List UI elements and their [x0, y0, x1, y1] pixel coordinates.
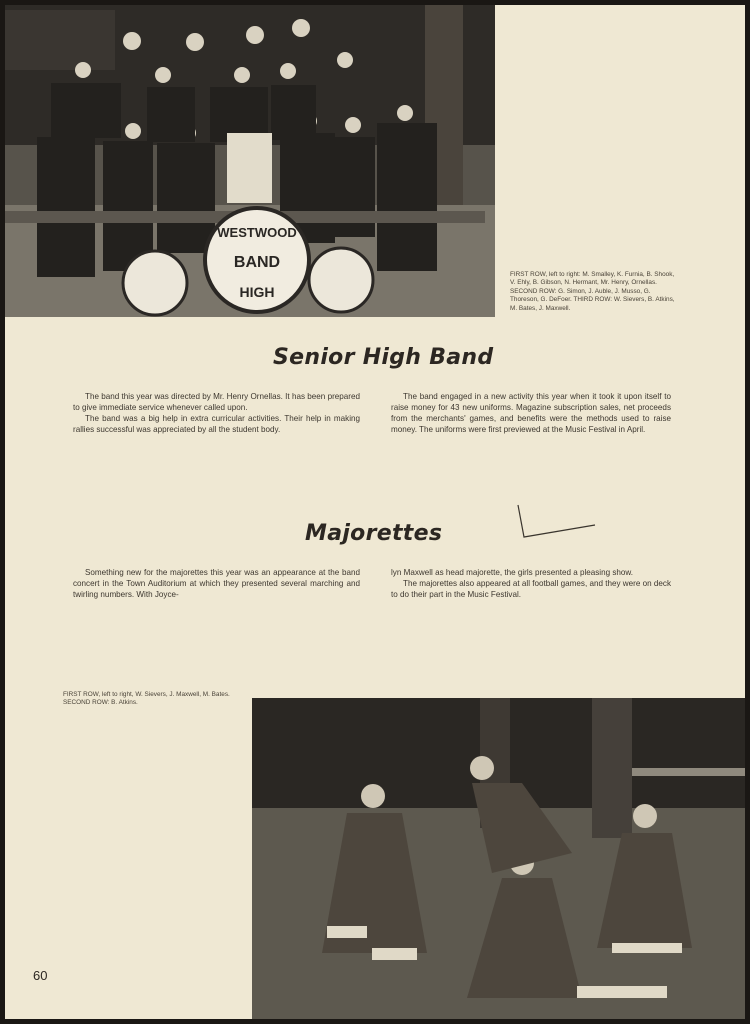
page-number: 60: [33, 968, 48, 983]
band-paragraph: The band was a big help in extra curricular activities. Their help in making rallies successful was appreciated by all the student body.: [73, 414, 360, 434]
drum-text-top: WESTWOOD: [217, 225, 297, 240]
majorettes-paragraph: Something new for the majorettes this year was an appearance at the band concert in the Town Auditorium at which they presented several marching and twirling numbers. With Joyce-: [73, 568, 360, 599]
pen-mark: [510, 503, 600, 543]
majorettes-photo: [252, 698, 745, 1019]
band-group-photo: [5, 5, 495, 317]
band-paragraph: The band engaged in a new activity this year when it took it upon itself to raise money for 43 new uniforms. Magazine subscription sales, net proceeds from the merchants' games, and benefits were the methods used to raise money. The uniforms were first previewed at the Music Festival in April.: [391, 392, 671, 434]
band-paragraph: The band this year was directed by Mr. Henry Ornellas. It has been prepared to give immediate service whenever called upon.: [73, 392, 360, 412]
band-photo-caption: FIRST ROW, left to right: M. Smalley, K. Furnia, B. Shook, V. Ehly, B. Gibson, N. Hermant, Mr. Henry, Ornellas. SECOND ROW: G. Simon, J. Auble, J. Musso, G. Thoreson, G. DeFoer. THIRD ROW: W. Sievers, B. Atkins, M. Bates, J. Maxwell.: [510, 271, 675, 312]
majorettes-paragraph: The majorettes also appeared at all football games, and they were on deck to do their part in the Music Festival.: [391, 579, 671, 599]
majorettes-text-left: [73, 567, 360, 600]
majorettes-text-right: [391, 567, 671, 600]
band-text-left: [73, 391, 360, 435]
majorettes-section-title: Majorettes: [305, 521, 443, 546]
yearbook-page: [5, 5, 745, 1019]
majorettes-photo-caption: FIRST ROW, left to right, W. Sievers, J. Maxwell, M. Bates. SECOND ROW: B. Atkins.: [63, 691, 230, 707]
drum-text-bottom: HIGH: [239, 284, 275, 300]
drum-text-middle: BAND: [233, 254, 281, 271]
band-section-title: Senior High Band: [273, 345, 494, 370]
band-text-right: [391, 391, 671, 435]
majorettes-paragraph: lyn Maxwell as head majorette, the girls presented a pleasing show.: [391, 568, 634, 577]
